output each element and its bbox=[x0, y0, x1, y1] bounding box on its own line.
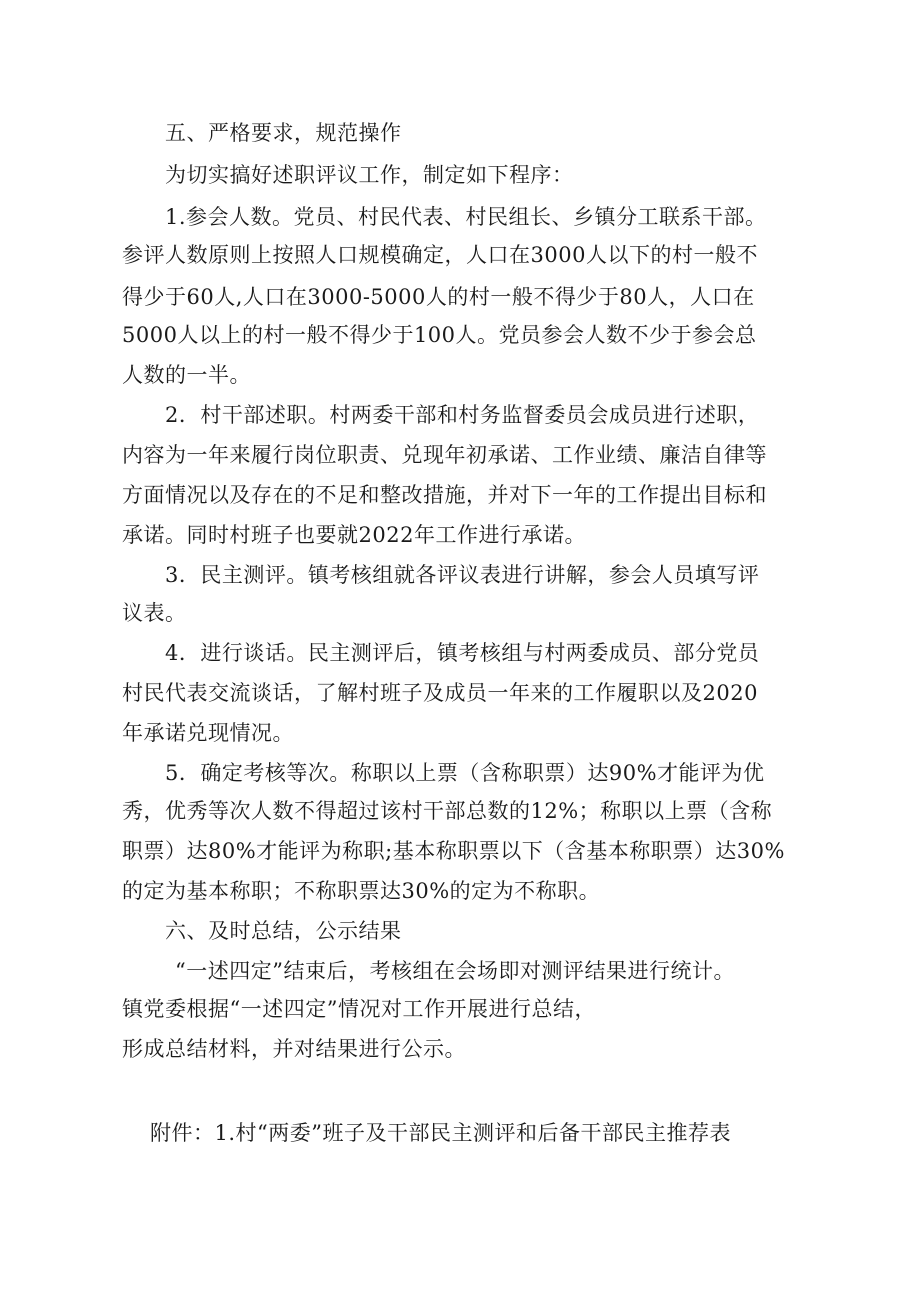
item-3-line-1: 3．民主测评。镇考核组就各评议表进行讲解，参会人员填写评 bbox=[165, 563, 760, 587]
item-2-line-4: 承诺。同时村班子也要就2022年工作进行承诺。 bbox=[122, 523, 586, 547]
item-1-line-5: 人数的一半。 bbox=[122, 363, 251, 387]
summary-line-1: “一述四定”结束后，考核组在会场即对测评结果进行统计。 bbox=[175, 959, 735, 983]
item-3-line-2: 议表。 bbox=[122, 601, 187, 625]
summary-line-2: 镇党委根据“一述四定”情况对工作开展进行总结， bbox=[122, 997, 596, 1021]
item-5-line-4: 的定为基本称职；不称职票达30%的定为不称职。 bbox=[122, 879, 601, 903]
summary-line-3: 形成总结材料，并对结果进行公示。 bbox=[122, 1037, 466, 1061]
section-5-heading: 五、严格要求，规范操作 bbox=[165, 121, 402, 145]
item-2-line-3: 方面情况以及存在的不足和整改措施，并对下一年的工作提出目标和 bbox=[122, 483, 767, 507]
item-4-line-2: 村民代表交流谈话，了解村班子及成员一年来的工作履职以及2020 bbox=[122, 681, 758, 705]
intro-paragraph: 为切实搞好述职评议工作，制定如下程序： bbox=[165, 163, 574, 187]
item-5-line-1: 5．确定考核等次。称职以上票（含称职票）达90%才能评为优 bbox=[165, 761, 765, 785]
attachment-note: 附件：1.村“两委”班子及干部民主测评和后备干部民主推荐表 bbox=[150, 1121, 732, 1145]
item-1-line-4: 5000人以上的村一般不得少于100人。党员参会人数不少于参会总 bbox=[122, 323, 757, 347]
section-6-heading: 六、及时总结，公示结果 bbox=[165, 919, 402, 943]
item-4-line-1: 4．进行谈话。民主测评后，镇考核组与村两委成员、部分党员 bbox=[165, 641, 760, 665]
item-2-line-1: 2．村干部述职。村两委干部和村务监督委员会成员进行述职， bbox=[165, 403, 760, 427]
item-1-line-2: 参评人数原则上按照人口规模确定，人口在3000人以下的村一般不 bbox=[122, 243, 758, 267]
item-1-line-1: 1.参会人数。党员、村民代表、村民组长、乡镇分工联系干部。 bbox=[165, 205, 767, 229]
item-1-line-3: 得少于60人,人口在3000-5000人的村一般不得少于80人，人口在 bbox=[122, 285, 755, 309]
item-5-line-3: 职票）达80%才能评为称职;基本称职票以下（含基本称职票）达30% bbox=[122, 839, 785, 863]
item-4-line-3: 年承诺兑现情况。 bbox=[122, 721, 294, 745]
item-2-line-2: 内容为一年来履行岗位职责、兑现年初承诺、工作业绩、廉洁自律等 bbox=[122, 443, 767, 467]
item-5-line-2: 秀，优秀等次人数不得超过该村干部总数的12%；称职以上票（含称 bbox=[122, 799, 773, 823]
